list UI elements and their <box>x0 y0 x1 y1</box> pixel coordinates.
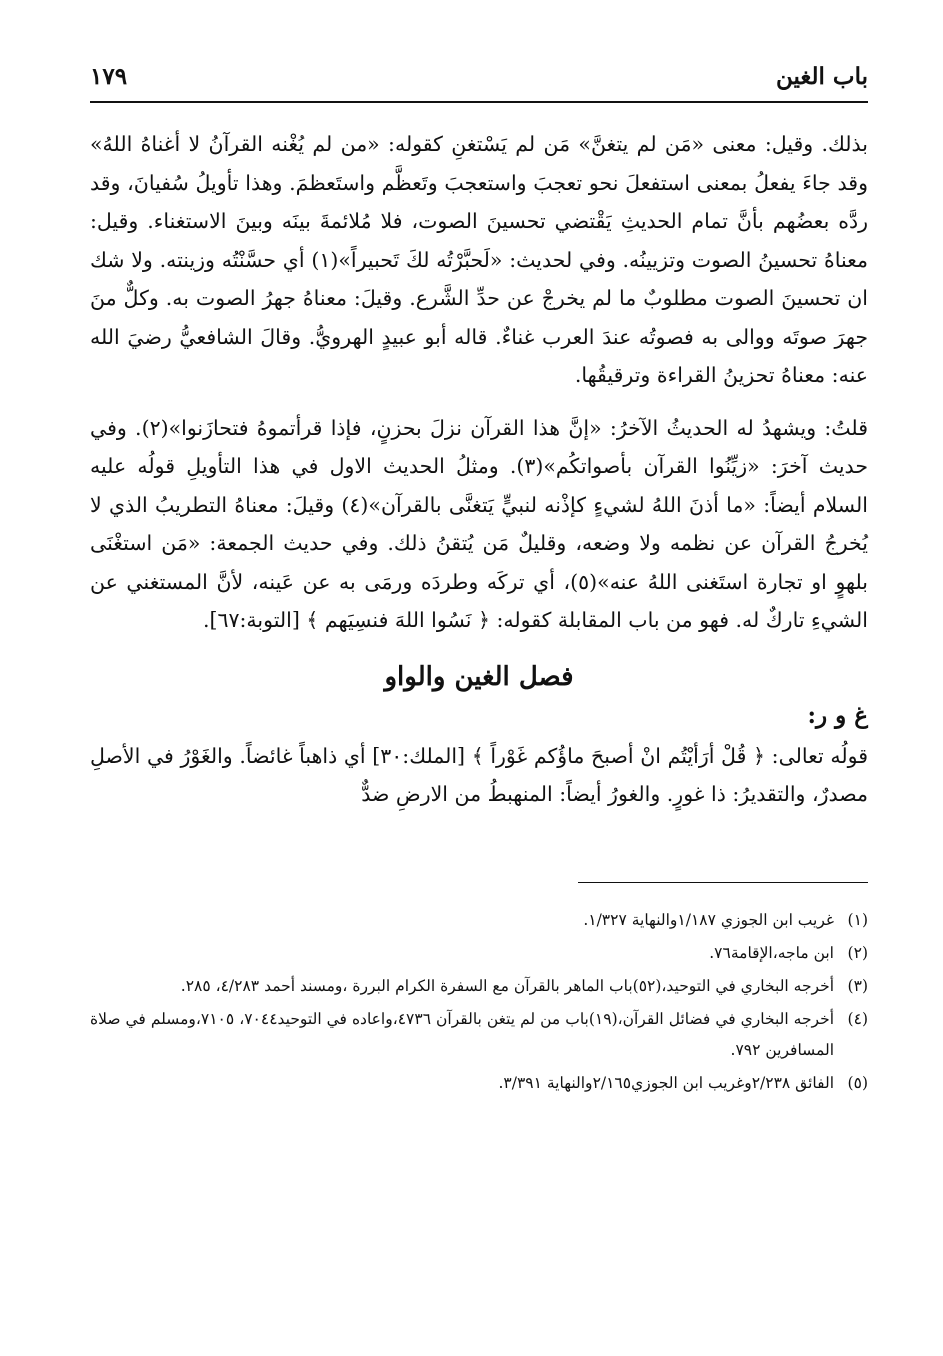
footnote-text: الفائق ٢/٢٣٨وغريب ابن الجوزي٢/١٦٥والنهاية ٣/٣٩١. <box>498 1073 834 1092</box>
footnote-text: غريب ابن الجوزي ١/١٨٧والنهاية ١/٣٢٧. <box>583 910 834 929</box>
footnote-separator <box>578 882 868 883</box>
footnote-5 <box>90 1068 868 1099</box>
main-text <box>90 125 868 814</box>
footnote-text: أخرجه البخاري في فضائل القرآن،(١٩)باب من لم يتغن بالقرآن ٤٧٣٦،واعاده في التوحيد٧٠٤٤، ٧١٠٥،ومسلم في صلاة المسافرين ٧٩٢. <box>90 1009 835 1059</box>
footnote-number: (٥) <box>847 1073 868 1092</box>
footnote-number: (٢) <box>847 943 868 962</box>
chapter-title: باب الغين <box>775 63 868 90</box>
book-page <box>90 55 868 1099</box>
paragraph-1: بذلك. وقيل: معنى «مَن لم يتغنَّ» مَن لم يَسْتغنِ كقوله: «من لم يُغْنه القرآنُ لا أغناهُ اللهُ» وقد جاءَ يفعلُ بمعنى استفعلَ نحو تعجبَ واستعجبَ وتَعظَّم واستَعظمَ. وهذا تأويلُ سُفيانَ، وقد ردَّه بعضُهم بأنَّ تمام الحديثِ يَقْتضي تحسينَ الصوت، فلا مُلائمةَ بينَه وبينَ الاستغناء. وقيل: معناهُ تحسينُ الصوت وتزيينُه. وفي لحديث: «لَحبَّرْتُه لكَ تَحبيراً»(١) أي حسَّنْتُه وزينته. ولا شك ان تحسينَ الصوت مطلوبٌ ما لم يخرجْ عن حدِّ الشَّرع. وقيلَ: معناهُ جهرُ الصوت به. وكلٌّ منَ جهرَ صوتَه ووالى به فصوتُه عندَ العرب غناءٌ. قاله أبو عبيدٍ الهرويُّ. وقالَ الشافعيُّ رضيَ الله عنه: معناهُ تحزينُ القراءة وترقيقُها. <box>90 132 868 387</box>
footnote-2 <box>90 938 868 969</box>
footnote-1 <box>90 905 868 936</box>
root-entry-label: غ و ر: <box>807 701 868 729</box>
footnotes <box>90 905 868 1099</box>
page-number: ١٧٩ <box>90 63 128 90</box>
entry-paragraph: قولُه تعالى: ﴿ قُلْ أرَأيْتُم انْ أصبحَ ماؤُكم غَوْراً ﴾ [الملك:٣٠] أي ذاهباً غائضاً. والغَوْرُ في الأصلِ مصدرٌ، والتقديرُ: ذا غورٍ. والغورُ أيضاً: المنهبطُ من الارضِ ضدٌّ <box>90 743 869 806</box>
footnote-number: (٣) <box>847 976 868 995</box>
section-heading: فصل الغين والواو <box>384 661 574 692</box>
footnote-number: (٤) <box>847 1009 868 1028</box>
footnote-text: ابن ماجه،الإقامة٧٦. <box>709 943 834 962</box>
footnote-text: أخرجه البخاري في التوحيد،(٥٢)باب الماهر بالقرآن مع السفرة الكرام البررة ،ومسند أحمد ٤/٢٨٣، ٢٨٥. <box>180 976 834 995</box>
footnote-number: (١) <box>847 910 868 929</box>
footnote-4 <box>90 1004 868 1066</box>
paragraph-2: قلتُ: ويشهدُ له الحديثُ الآخرُ: «إنَّ هذا القرآن نزلَ بحزنٍ، فإذا قرأتموهُ فتحازَنوا»(٢). وفي حديث آخرَ: «زيِّنُوا القرآن بأصواتكُم»(٣). ومثلُ الحديث الاول في هذا التأويلِ قولُه عليه السلام أيضاً: «ما أذنَ اللهُ لشيءٍ كإذْنه لنبيٍّ يَتغنَّى بالقرآن»(٤) وقيلَ: معناهُ التطريبُ الذي لا يُخرجُ القرآن عن نظمه ولا وضعه، وقليلٌ مَن يُتقنُ ذلك. وفي حديث الجمعة: «مَن استغْنَى بلهوٍ او تجارة استَغنى اللهُ عنه»(٥)، أي تركَه وطردَه ورمَى به عن عَينه، لأنَّ المستغني عن الشيءِ تاركٌ له. فهو من باب المقابلة كقوله: ﴿ نَسُوا اللهَ فنسِيَهم ﴾ [التوبة:٦٧]. <box>90 415 868 632</box>
running-header <box>90 55 868 103</box>
footnote-3 <box>90 971 868 1002</box>
